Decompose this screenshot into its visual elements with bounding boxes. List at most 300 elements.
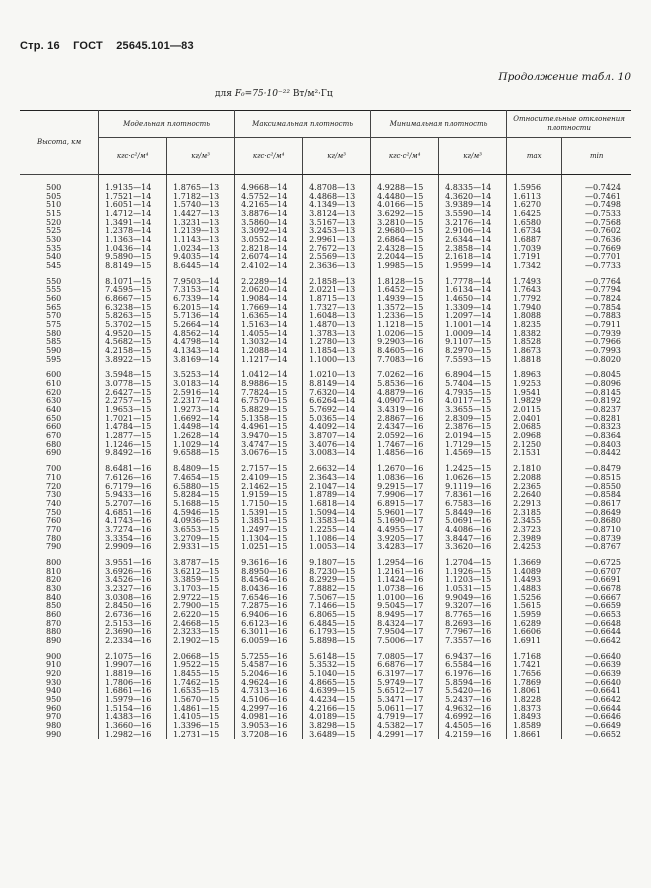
rel-min-cell: —0.8767 <box>562 543 631 552</box>
rel-max-cell: 1.8373 <box>507 705 562 714</box>
rel-max-cell: 1.7792 <box>507 295 562 304</box>
table-row <box>20 321 631 330</box>
max-kg-cell: 1.3583—14 <box>303 517 371 526</box>
min-kgs-cell: 2.4347—16 <box>371 423 439 432</box>
model-kg-cell: 1.4427—13 <box>167 210 235 219</box>
max-kg-cell: 4.2166—15 <box>303 705 371 714</box>
model-kg-cell: 2.5916—14 <box>167 389 235 398</box>
rel-min-cell: —0.7568 <box>562 219 631 228</box>
min-kg-cell: 1.2704—15 <box>439 552 507 568</box>
rel-min-cell: —0.7424 <box>562 175 631 193</box>
model-kg-cell: 5.8284—15 <box>167 491 235 500</box>
min-kgs-cell: 4.9288—15 <box>371 175 439 193</box>
max-kgs-cell: 6.3011—16 <box>235 628 303 637</box>
rel-min-cell: —0.7966 <box>562 338 631 347</box>
min-kgs-cell: 3.9205—17 <box>371 535 439 544</box>
rel-min-cell: —0.6667 <box>562 594 631 603</box>
rel-min-cell: —0.7461 <box>562 193 631 202</box>
table-row <box>20 380 631 389</box>
rel-min-cell: —0.7993 <box>562 347 631 356</box>
max-kgs-cell: 2.4109—15 <box>235 474 303 483</box>
height-cell: 810 <box>46 567 62 576</box>
table-row <box>20 458 631 474</box>
table-row <box>20 543 631 552</box>
max-kg-cell: 2.1858—13 <box>303 271 371 287</box>
height-cell: 840 <box>46 593 62 602</box>
model-kg-cell: 1.2731—15 <box>167 731 235 740</box>
page-header <box>20 40 204 52</box>
rel-min-cell: —0.8145 <box>562 389 631 398</box>
rel-max-cell: 1.8818 <box>507 356 562 365</box>
max-kgs-cell: 4.2165—14 <box>235 201 303 210</box>
model-kg-cell: 5.1688—15 <box>167 500 235 509</box>
table-row <box>20 210 631 219</box>
min-kg-cell: 7.7967—16 <box>439 628 507 637</box>
min-kgs-cell: 1.2670—16 <box>371 458 439 474</box>
model-kgs-cell: 9.5890—15 <box>99 253 167 262</box>
min-kgs-cell: 4.0907—16 <box>371 397 439 406</box>
model-kgs-cell: 5.8263—15 <box>99 312 167 321</box>
max-kg-cell: 1.6818—14 <box>303 500 371 509</box>
model-kgs-cell: 1.1246—15 <box>99 441 167 450</box>
max-kg-cell: 1.2255—14 <box>303 526 371 535</box>
table-row <box>20 219 631 228</box>
model-kg-cell: 3.6553—15 <box>167 526 235 535</box>
rel-min-cell: —0.7911 <box>562 321 631 330</box>
table-row <box>20 253 631 262</box>
model-kg-cell: 2.7900—15 <box>167 602 235 611</box>
rel-max-cell: 1.7940 <box>507 304 562 313</box>
height-cell: 990 <box>46 730 62 739</box>
max-kg-cell: 4.4234—15 <box>303 696 371 705</box>
rel-min-cell: —0.6644 <box>562 628 631 637</box>
model-kgs-cell: 3.0778—15 <box>99 380 167 389</box>
min-kg-cell: 3.8447—16 <box>439 535 507 544</box>
rel-max-cell: 2.0685 <box>507 423 562 432</box>
height-cell: 790 <box>46 543 62 552</box>
max-kgs-cell: 1.1217—14 <box>235 356 303 365</box>
height-cell: 500 <box>46 183 62 192</box>
model-kgs-cell: 4.1743—16 <box>99 517 167 526</box>
max-kg-cell: 1.0053—14 <box>303 543 371 552</box>
max-kgs-cell: 4.9668—14 <box>235 175 303 193</box>
min-kg-cell: 5.5420—16 <box>439 687 507 696</box>
min-kg-cell: 2.6344—14 <box>439 236 507 245</box>
model-kg-cell: 4.8562—14 <box>167 330 235 339</box>
height-cell: 630 <box>46 397 62 406</box>
height-cell: 525 <box>46 227 62 236</box>
min-kg-cell: 3.5590—14 <box>439 210 507 219</box>
height-cell: 960 <box>46 704 62 713</box>
min-kg-cell: 4.9632—16 <box>439 705 507 714</box>
rel-min-cell: —0.7733 <box>562 262 631 271</box>
max-kgs-cell: 3.9053—16 <box>235 722 303 731</box>
min-kg-cell: 4.7935—15 <box>439 389 507 398</box>
height-cell: 640 <box>46 406 62 415</box>
unit-header: кг/м³ <box>303 138 371 175</box>
min-kgs-cell: 2.8867—16 <box>371 415 439 424</box>
page-number: Стр. 16 <box>20 40 60 52</box>
height-cell: 920 <box>46 669 62 678</box>
model-kg-cell: 8.4809—15 <box>167 458 235 474</box>
rel-min-cell: —0.7764 <box>562 271 631 287</box>
max-kgs-cell: 3.3092—14 <box>235 227 303 236</box>
height-cell: 570 <box>46 312 62 321</box>
max-kgs-cell: 5.7255—16 <box>235 646 303 662</box>
min-kgs-cell: 1.2954—16 <box>371 552 439 568</box>
min-kg-cell: 2.0194—15 <box>439 432 507 441</box>
table-row <box>20 423 631 432</box>
max-kgs-cell: 4.0981—16 <box>235 713 303 722</box>
model-kgs-cell: 1.9907—16 <box>99 661 167 670</box>
model-kg-cell: 1.9273—14 <box>167 406 235 415</box>
rel-min-cell: —0.6639 <box>562 661 631 670</box>
model-kgs-cell: 1.7521—14 <box>99 193 167 202</box>
table-row <box>20 568 631 577</box>
rel-max-cell: 1.7039 <box>507 245 562 254</box>
unit-header: кгс·с²/м⁴ <box>371 138 439 175</box>
model-kgs-cell: 1.3660—16 <box>99 722 167 731</box>
max-kgs-cell: 7.6546—16 <box>235 594 303 603</box>
table-row <box>20 193 631 202</box>
table-row <box>20 474 631 483</box>
min-kg-cell: 1.1926—15 <box>439 568 507 577</box>
max-kgs-cell: 2.7157—15 <box>235 458 303 474</box>
model-kgs-cell: 2.6736—16 <box>99 611 167 620</box>
max-kg-cell: 4.8708—13 <box>303 175 371 193</box>
height-cell: 535 <box>46 244 62 253</box>
max-kg-cell: 5.0365—14 <box>303 415 371 424</box>
min-kg-cell: 4.4086—16 <box>439 526 507 535</box>
min-kgs-cell: 1.7467—16 <box>371 441 439 450</box>
rel-max-cell: 1.8661 <box>507 731 562 740</box>
model-kgs-cell: 2.2334—16 <box>99 637 167 646</box>
row-group <box>20 271 631 365</box>
table-row <box>20 661 631 670</box>
max-kg-cell: 6.8065—15 <box>303 611 371 620</box>
rel-max-cell: 1.8589 <box>507 722 562 731</box>
model-kg-cell: 5.2664—14 <box>167 321 235 330</box>
rel-min-cell: —0.8739 <box>562 535 631 544</box>
height-cell: 890 <box>46 636 62 645</box>
rel-min-cell: —0.6659 <box>562 602 631 611</box>
model-kgs-cell: 6.7179—16 <box>99 483 167 492</box>
max-kg-cell: 6.6264—14 <box>303 397 371 406</box>
table-row <box>20 347 631 356</box>
row-group <box>20 458 631 552</box>
max-kg-cell: 8.2929—15 <box>303 576 371 585</box>
min-kg-cell: 1.1001—14 <box>439 321 507 330</box>
model-kgs-cell: 2.3690—16 <box>99 628 167 637</box>
row-group <box>20 175 631 271</box>
height-cell: 575 <box>46 321 62 330</box>
rel-min-cell: —0.8550 <box>562 483 631 492</box>
max-kg-cell: 3.5167—13 <box>303 219 371 228</box>
min-kgs-cell: 1.2161—16 <box>371 568 439 577</box>
max-kg-cell: 1.1000—13 <box>303 356 371 365</box>
model-kgs-cell: 1.7806—16 <box>99 679 167 688</box>
min-kg-cell: 6.5584—16 <box>439 661 507 670</box>
height-cell: 980 <box>46 721 62 730</box>
min-kgs-cell: 1.4939—15 <box>371 295 439 304</box>
min-kg-cell: 8.7765—16 <box>439 611 507 620</box>
rel-max-cell: 1.8528 <box>507 338 562 347</box>
height-cell: 820 <box>46 576 62 585</box>
max-kg-cell: 7.1466—15 <box>303 602 371 611</box>
model-kgs-cell: 1.4784—15 <box>99 423 167 432</box>
height-cell: 545 <box>46 262 62 271</box>
height-cell: 900 <box>46 651 62 661</box>
min-kgs-cell: 1.0100—16 <box>371 594 439 603</box>
max-kgs-cell: 2.0620—14 <box>235 286 303 295</box>
min-kgs-cell: 5.3471—17 <box>371 696 439 705</box>
rel-max-cell: 1.7191 <box>507 253 562 262</box>
rel-min-cell: —0.8680 <box>562 517 631 526</box>
table-row <box>20 338 631 347</box>
rel-min-cell: —0.7939 <box>562 330 631 339</box>
min-kgs-cell: 1.1218—15 <box>371 321 439 330</box>
model-kg-cell: 1.5670—15 <box>167 696 235 705</box>
rel-max-cell: 2.2365 <box>507 483 562 492</box>
table-row <box>20 535 631 544</box>
height-cell: 560 <box>46 295 62 304</box>
rel-min-cell: —0.6725 <box>562 552 631 568</box>
model-kgs-cell: 4.6851—16 <box>99 509 167 518</box>
height-cell: 950 <box>46 695 62 704</box>
min-kgs-cell: 1.4856—16 <box>371 449 439 458</box>
min-kg-cell: 2.3858—14 <box>439 245 507 254</box>
min-kgs-cell: 2.6864—15 <box>371 236 439 245</box>
model-kgs-cell: 1.2378—14 <box>99 227 167 236</box>
min-kg-cell: 1.2425—15 <box>439 458 507 474</box>
min-kgs-cell: 4.4955—17 <box>371 526 439 535</box>
max-kg-cell: 2.3636—13 <box>303 262 371 271</box>
max-kg-cell: 5.7692—14 <box>303 406 371 415</box>
rel-max-cell: 1.8673 <box>507 347 562 356</box>
height-cell: 650 <box>46 414 62 423</box>
max-kgs-cell: 2.1462—15 <box>235 483 303 492</box>
min-kgs-cell: 5.9601—17 <box>371 509 439 518</box>
max-kg-cell: 1.7327—13 <box>303 304 371 313</box>
max-kg-cell: 1.1086—14 <box>303 535 371 544</box>
min-kg-cell: 3.3655—15 <box>439 406 507 415</box>
min-kgs-cell: 3.6292—15 <box>371 210 439 219</box>
rel-max-cell: 1.8088 <box>507 312 562 321</box>
model-kg-cell: 2.0668—15 <box>167 646 235 662</box>
max-kg-cell: 9.1807—15 <box>303 552 371 568</box>
model-kgs-cell: 1.6861—16 <box>99 687 167 696</box>
rel-max-cell: 1.5256 <box>507 594 562 603</box>
max-kg-cell: 1.6048—13 <box>303 312 371 321</box>
min-kg-cell: 4.8335—14 <box>439 175 507 193</box>
height-cell: 620 <box>46 388 62 397</box>
min-kgs-cell: 3.4319—16 <box>371 406 439 415</box>
max-kgs-cell: 4.2997—16 <box>235 705 303 714</box>
header-min-density: Минимальная плотность <box>371 111 507 138</box>
max-kgs-cell: 1.2088—14 <box>235 347 303 356</box>
rel-min-cell: —0.8237 <box>562 406 631 415</box>
table-row <box>20 441 631 450</box>
rel-min-cell: —0.6652 <box>562 731 631 740</box>
max-kg-cell: 6.1793—15 <box>303 628 371 637</box>
table-row <box>20 646 631 662</box>
model-kgs-cell: 2.6427—15 <box>99 389 167 398</box>
min-kgs-cell: 4.2991—17 <box>371 731 439 740</box>
rel-min-cell: —0.6691 <box>562 576 631 585</box>
model-kg-cell: 4.1343—14 <box>167 347 235 356</box>
min-kg-cell: 5.7404—15 <box>439 380 507 389</box>
model-kg-cell: 2.6220—15 <box>167 611 235 620</box>
rel-min-cell: —0.8515 <box>562 474 631 483</box>
model-kgs-cell: 3.3354—16 <box>99 535 167 544</box>
min-kgs-cell: 1.0738—16 <box>371 585 439 594</box>
model-kgs-cell: 4.5682—15 <box>99 338 167 347</box>
rel-min-cell: —0.6642 <box>562 637 631 646</box>
table-row <box>20 389 631 398</box>
min-kg-cell: 9.1107—15 <box>439 338 507 347</box>
model-kgs-cell: 2.9909—16 <box>99 543 167 552</box>
table-row <box>20 286 631 295</box>
max-kgs-cell: 4.4961—15 <box>235 423 303 432</box>
min-kgs-cell: 1.0836—16 <box>371 474 439 483</box>
min-kgs-cell: 2.2044—15 <box>371 253 439 262</box>
rel-max-cell: 2.3455 <box>507 517 562 526</box>
rel-min-cell: —0.6640 <box>562 646 631 662</box>
rel-min-cell: —0.6646 <box>562 713 631 722</box>
max-kgs-cell: 2.8218—14 <box>235 245 303 254</box>
max-kgs-cell: 1.5163—14 <box>235 321 303 330</box>
model-kg-cell: 6.7339—14 <box>167 295 235 304</box>
model-kg-cell: 3.0183—14 <box>167 380 235 389</box>
max-kg-cell: 3.8298—15 <box>303 722 371 731</box>
table-row <box>20 406 631 415</box>
min-kgs-cell: 5.8536—16 <box>371 380 439 389</box>
rel-min-cell: —0.8020 <box>562 356 631 365</box>
max-kg-cell: 6.4845—15 <box>303 620 371 629</box>
min-kg-cell: 1.3309—14 <box>439 304 507 313</box>
rel-min-cell: —0.8045 <box>562 364 631 380</box>
model-kg-cell: 1.3231—13 <box>167 219 235 228</box>
model-kg-cell: 6.5880—15 <box>167 483 235 492</box>
model-kgs-cell: 3.7274—16 <box>99 526 167 535</box>
min-kg-cell: 4.2159—16 <box>439 731 507 740</box>
rel-min-cell: —0.7533 <box>562 210 631 219</box>
height-cell: 670 <box>46 432 62 441</box>
max-kg-cell: 2.5569—13 <box>303 253 371 262</box>
max-kg-cell: 2.3643—14 <box>303 474 371 483</box>
table-row <box>20 696 631 705</box>
height-cell: 710 <box>46 473 62 482</box>
rel-min-cell: —0.6707 <box>562 568 631 577</box>
rel-max-cell: 2.2088 <box>507 474 562 483</box>
model-kg-cell: 2.9722—15 <box>167 594 235 603</box>
table-row <box>20 611 631 620</box>
model-kg-cell: 1.9522—15 <box>167 661 235 670</box>
model-kg-cell: 3.2709—15 <box>167 535 235 544</box>
rel-max-cell: 1.7168 <box>507 646 562 662</box>
max-kg-cell: 3.2453—13 <box>303 227 371 236</box>
rel-min-cell: —0.8710 <box>562 526 631 535</box>
min-kgs-cell: 5.1690—17 <box>371 517 439 526</box>
max-kg-cell: 4.1349—13 <box>303 201 371 210</box>
model-kgs-cell: 1.8819—16 <box>99 670 167 679</box>
header-relative-deviation: Относительные отклонения плотности <box>507 111 631 138</box>
table-row <box>20 500 631 509</box>
model-kgs-cell: 2.2757—15 <box>99 397 167 406</box>
table-row <box>20 483 631 492</box>
height-cell: 530 <box>46 236 62 245</box>
max-kgs-cell: 4.5752—14 <box>235 193 303 202</box>
min-kg-cell: 1.7129—15 <box>439 441 507 450</box>
min-kgs-cell: 5.9749—17 <box>371 679 439 688</box>
max-kgs-cell: 1.3851—15 <box>235 517 303 526</box>
rel-max-cell: 1.7421 <box>507 661 562 670</box>
model-kgs-cell: 1.2877—15 <box>99 432 167 441</box>
height-cell: 515 <box>46 210 62 219</box>
model-kg-cell: 7.4654—15 <box>167 474 235 483</box>
table-row <box>20 449 631 458</box>
min-kg-cell: 6.9437—16 <box>439 646 507 662</box>
rel-max-cell: 1.4493 <box>507 576 562 585</box>
model-kg-cell: 7.9503—14 <box>167 271 235 287</box>
max-kgs-cell: 6.7570—15 <box>235 397 303 406</box>
table-row <box>20 175 631 193</box>
max-kgs-cell: 7.2875—16 <box>235 602 303 611</box>
height-cell: 730 <box>46 491 62 500</box>
model-kg-cell: 1.7182—13 <box>167 193 235 202</box>
table-row <box>20 304 631 313</box>
rel-min-cell: —0.8281 <box>562 415 631 424</box>
model-kg-cell: 4.5946—15 <box>167 509 235 518</box>
min-kg-cell: 8.2970—15 <box>439 347 507 356</box>
max-kgs-cell: 6.9406—16 <box>235 611 303 620</box>
model-kgs-cell: 5.2707—16 <box>99 500 167 509</box>
min-kgs-cell: 6.3197—17 <box>371 670 439 679</box>
rel-max-cell: 2.2640 <box>507 491 562 500</box>
height-cell: 870 <box>46 619 62 628</box>
min-kgs-cell: 5.6512—17 <box>371 687 439 696</box>
min-kg-cell: 6.8904—15 <box>439 364 507 380</box>
rel-max-cell: 1.7342 <box>507 262 562 271</box>
max-kgs-cell: 8.9886—15 <box>235 380 303 389</box>
table-row <box>20 245 631 254</box>
rel-max-cell: 1.6580 <box>507 219 562 228</box>
max-kgs-cell: 5.8829—15 <box>235 406 303 415</box>
max-kg-cell: 1.2780—13 <box>303 338 371 347</box>
max-kg-cell: 7.6320—14 <box>303 389 371 398</box>
rel-min-cell: —0.7602 <box>562 227 631 236</box>
height-cell: 595 <box>46 355 62 364</box>
height-cell: 780 <box>46 534 62 543</box>
model-kg-cell: 1.8765—13 <box>167 175 235 193</box>
rel-min-cell: —0.8584 <box>562 491 631 500</box>
table-row <box>20 731 631 740</box>
min-kg-cell: 4.6992—16 <box>439 713 507 722</box>
rel-max-cell: 1.8228 <box>507 696 562 705</box>
min-kg-cell: 9.9049—16 <box>439 594 507 603</box>
model-kg-cell: 2.4668—15 <box>167 620 235 629</box>
model-kg-cell: 2.2317—14 <box>167 397 235 406</box>
max-kgs-cell: 1.0412—14 <box>235 364 303 380</box>
min-kg-cell: 4.3620—14 <box>439 193 507 202</box>
table-row <box>20 594 631 603</box>
table-row <box>20 262 631 271</box>
rel-max-cell: 2.2913 <box>507 500 562 509</box>
model-kg-cell: 3.8169—14 <box>167 356 235 365</box>
model-kgs-cell: 8.8149—15 <box>99 262 167 271</box>
model-kg-cell: 1.1029—14 <box>167 441 235 450</box>
height-cell: 510 <box>46 201 62 210</box>
